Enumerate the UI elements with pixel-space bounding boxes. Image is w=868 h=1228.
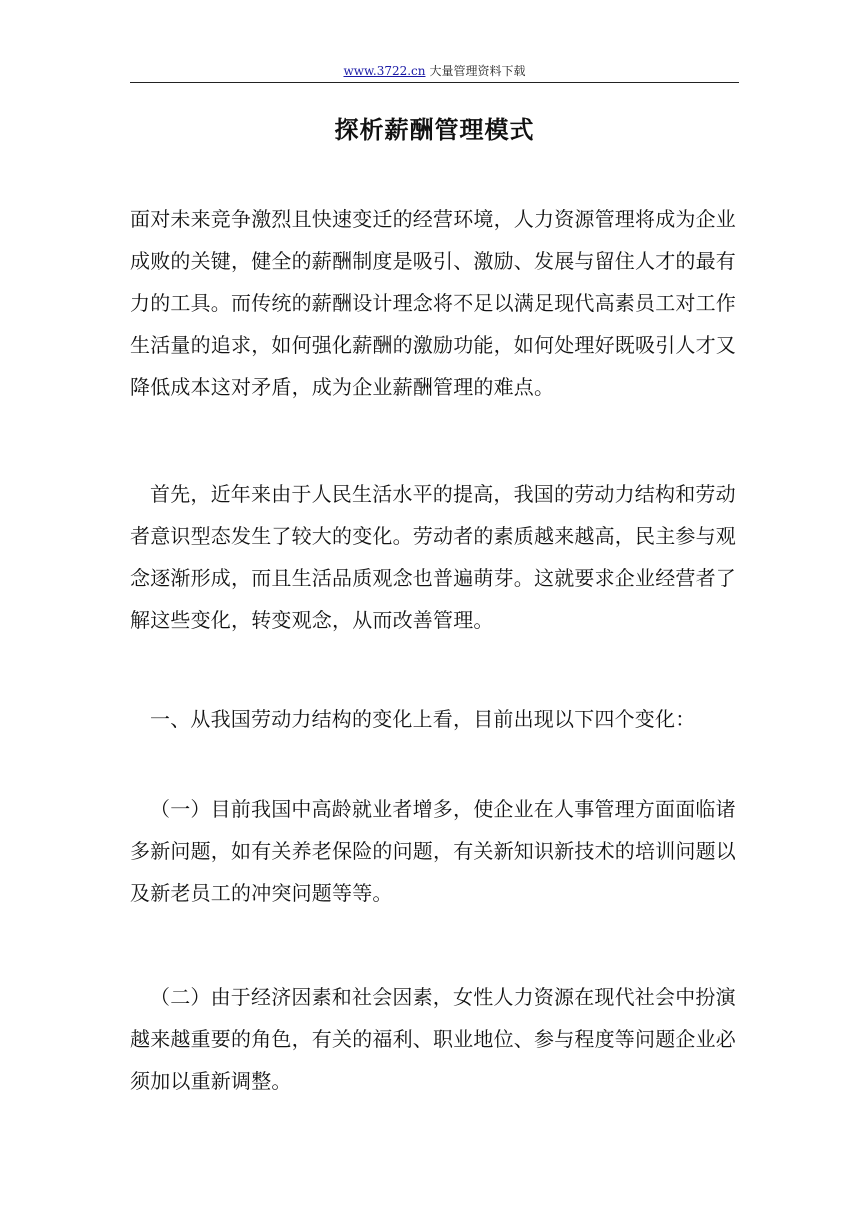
document-title: 探析薪酬管理模式 <box>334 115 535 144</box>
website-link[interactable]: www.3722.cn <box>343 64 426 78</box>
paragraph-item-1: （一）目前我国中高龄就业者增多，使企业在人事管理方面面临诸多新问题，如有关养老保险的问题，有关新知识新技术的培训问题以及新老员工的冲突问题等等。 <box>130 797 736 905</box>
header-tagline: 大量管理资料下载 <box>429 64 526 78</box>
section-heading: 一、从我国劳动力结构的变化上看，目前出现以下四个变化： <box>150 707 696 731</box>
page-header <box>130 62 739 83</box>
paragraph-first: 首先，近年来由于人民生活水平的提高，我国的劳动力结构和劳动者意识型态发生了较大的变化。劳动者的素质越来越高，民主参与观念逐渐形成，而且生活品质观念也普遍萌芽。这就要求企业经营者了解这些变化，转变观念，从而改善管理。 <box>130 482 736 632</box>
paragraph-item-2: （二）由于经济因素和社会因素，女性人力资源在现代社会中扮演越来越重要的角色，有关的福利、职业地位、参与程度等问题企业必须加以重新调整。 <box>130 985 736 1093</box>
paragraph-intro: 面对未来竞争激烈且快速变迁的经营环境，人力资源管理将成为企业成败的关键，健全的薪酬制度是吸引、激励、发展与留住人才的最有力的工具。而传统的薪酬设计理念将不足以满足现代高素员工对工作生活量的追求，如何强化薪酬的激励功能，如何处理好既吸引人才又降低成本这对矛盾，成为企业薪酬管理的难点。 <box>130 207 736 399</box>
